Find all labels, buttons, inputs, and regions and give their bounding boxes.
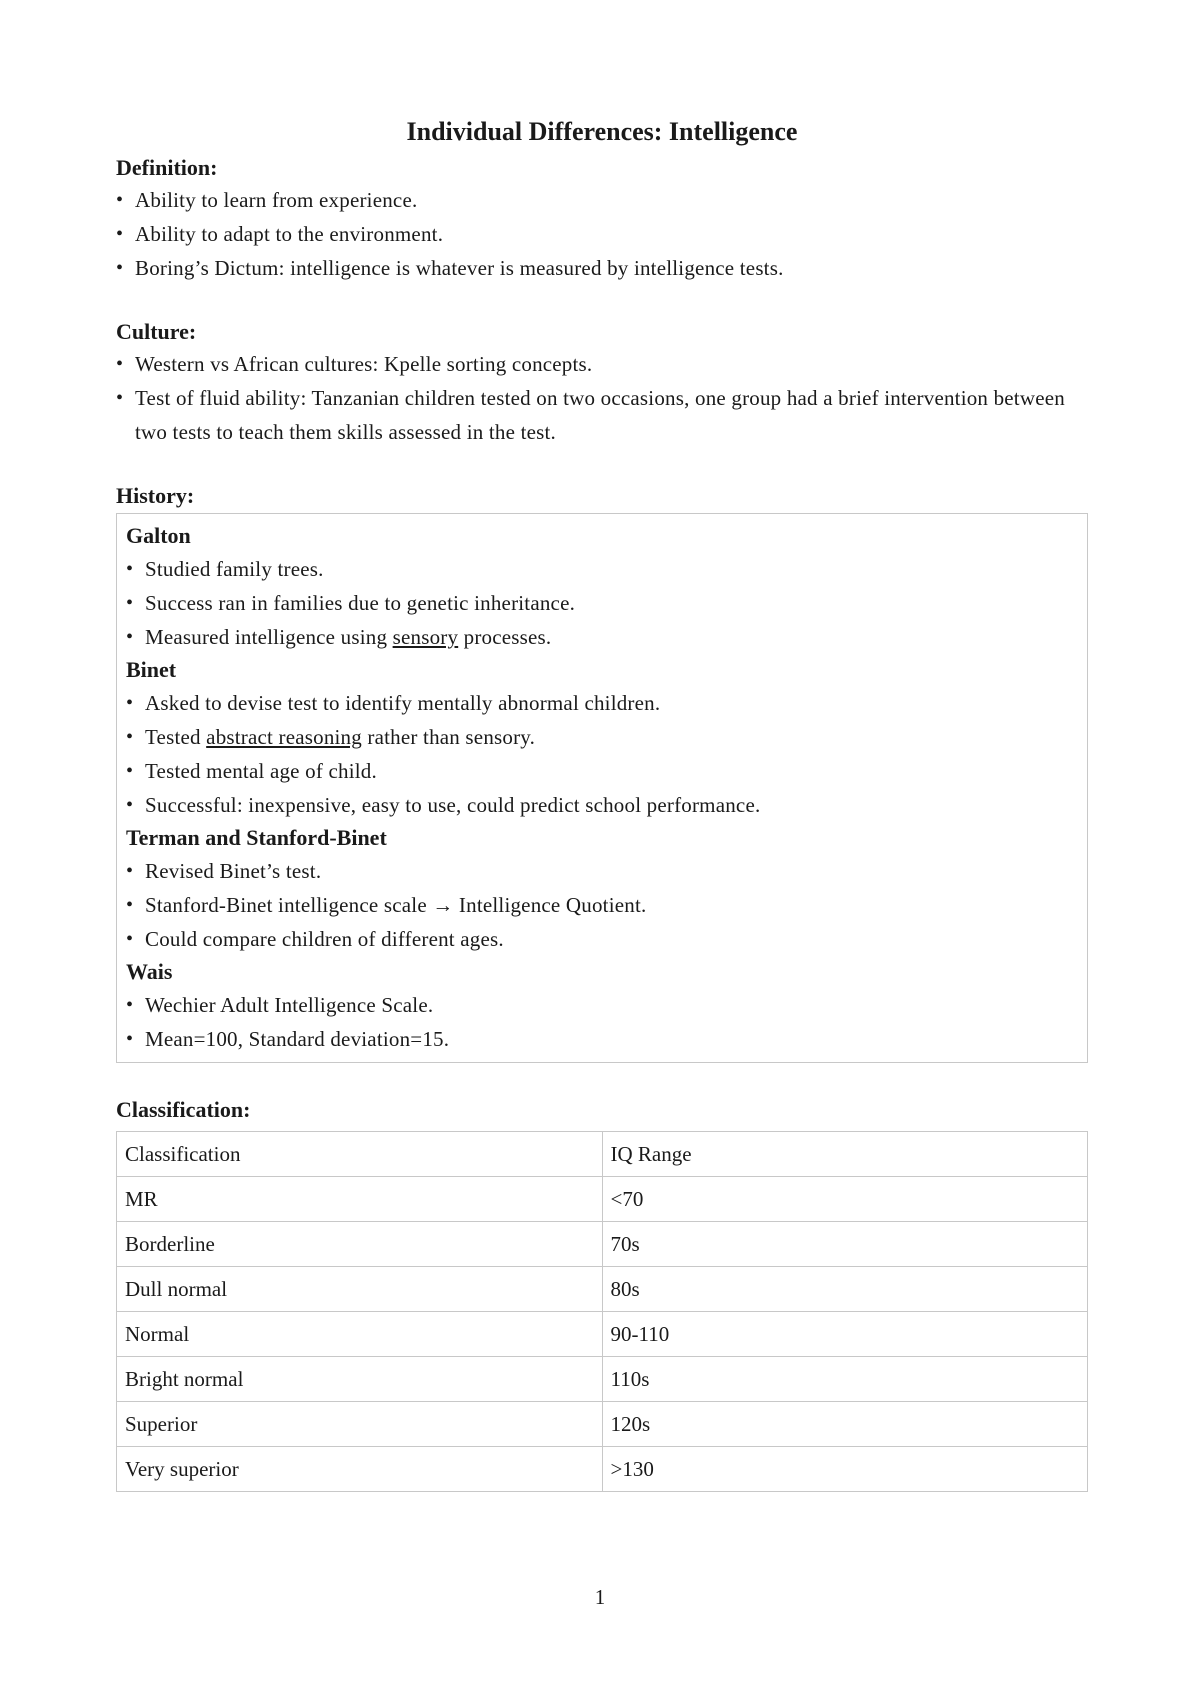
table-cell: Bright normal <box>117 1357 603 1402</box>
underlined-term: abstract reasoning <box>206 725 362 749</box>
table-cell: 110s <box>602 1357 1088 1402</box>
definition-heading: Definition: <box>116 155 218 180</box>
text-segment: processes. <box>458 625 552 649</box>
table-cell: IQ Range <box>602 1132 1088 1177</box>
wais-heading: Wais <box>126 959 173 984</box>
list-item: • Wechier Adult Intelligence Scale. <box>126 988 1078 1022</box>
underlined-term: sensory <box>392 625 459 649</box>
text-segment: Measured intelligence using <box>145 625 393 649</box>
list-item: • Revised Binet’s test. <box>126 854 1078 888</box>
list-item: • Success ran in families due to genetic inheritance. <box>126 586 1078 620</box>
list-item: • Studied family trees. <box>126 552 1078 586</box>
binet-list <box>126 686 1078 822</box>
history-heading: History: <box>116 483 195 508</box>
document-title: Individual Differences: Intelligence <box>406 117 798 146</box>
table-cell: 80s <box>602 1267 1088 1312</box>
table-cell: 90-110 <box>602 1312 1088 1357</box>
culture-heading: Culture: <box>116 319 197 344</box>
table-row <box>117 1447 1088 1492</box>
terman-heading: Terman and Stanford-Binet <box>126 825 387 850</box>
history-box <box>116 513 1088 1063</box>
list-item: • Ability to adapt to the environment. <box>116 217 1088 251</box>
text-segment: Tested <box>145 725 207 749</box>
classification-table <box>116 1131 1088 1492</box>
table-cell: MR <box>117 1177 603 1222</box>
table-header-row <box>117 1132 1088 1177</box>
list-item: • Test of fluid ability: Tanzanian children tested on two occasions, one group had a brief intervention between two tests to teach them skills assessed in the test. <box>116 381 1088 449</box>
text-segment: rather than sensory. <box>361 725 536 749</box>
list-item <box>126 720 1078 754</box>
table-cell: Very superior <box>117 1447 603 1492</box>
table-row <box>117 1267 1088 1312</box>
definition-list <box>116 183 1088 285</box>
table-row <box>117 1402 1088 1447</box>
binet-heading: Binet <box>126 657 177 682</box>
table-cell: Normal <box>117 1312 603 1357</box>
classification-heading: Classification: <box>116 1097 251 1122</box>
table-cell: <70 <box>602 1177 1088 1222</box>
list-item: • Could compare children of different ages. <box>126 922 1078 956</box>
wais-list <box>126 988 1078 1056</box>
table-cell: 120s <box>602 1402 1088 1447</box>
culture-list <box>116 347 1088 449</box>
terman-list <box>126 854 1078 956</box>
list-item <box>126 620 1078 654</box>
list-item: • Boring’s Dictum: intelligence is whatever is measured by intelligence tests. <box>116 251 1088 285</box>
list-item: • Mean=100, Standard deviation=15. <box>126 1022 1078 1056</box>
list-item: • Ability to learn from experience. <box>116 183 1088 217</box>
list-item: • Successful: inexpensive, easy to use, could predict school performance. <box>126 788 1078 822</box>
table-cell: Superior <box>117 1402 603 1447</box>
list-item: • Stanford-Binet intelligence scale → Intelligence Quotient. <box>126 888 1078 922</box>
list-item: • Western vs African cultures: Kpelle sorting concepts. <box>116 347 1088 381</box>
galton-list <box>126 552 1078 654</box>
table-cell: Classification <box>117 1132 603 1177</box>
list-item: • Tested mental age of child. <box>126 754 1078 788</box>
table-cell: Borderline <box>117 1222 603 1267</box>
table-cell: >130 <box>602 1447 1088 1492</box>
list-item: • Asked to devise test to identify mentally abnormal children. <box>126 686 1078 720</box>
table-row <box>117 1312 1088 1357</box>
galton-heading: Galton <box>126 523 191 548</box>
table-cell: 70s <box>602 1222 1088 1267</box>
document-page <box>116 113 1088 1492</box>
page-number: 1 <box>594 1585 606 1609</box>
table-row <box>117 1357 1088 1402</box>
table-row <box>117 1177 1088 1222</box>
table-cell: Dull normal <box>117 1267 603 1312</box>
table-row <box>117 1222 1088 1267</box>
